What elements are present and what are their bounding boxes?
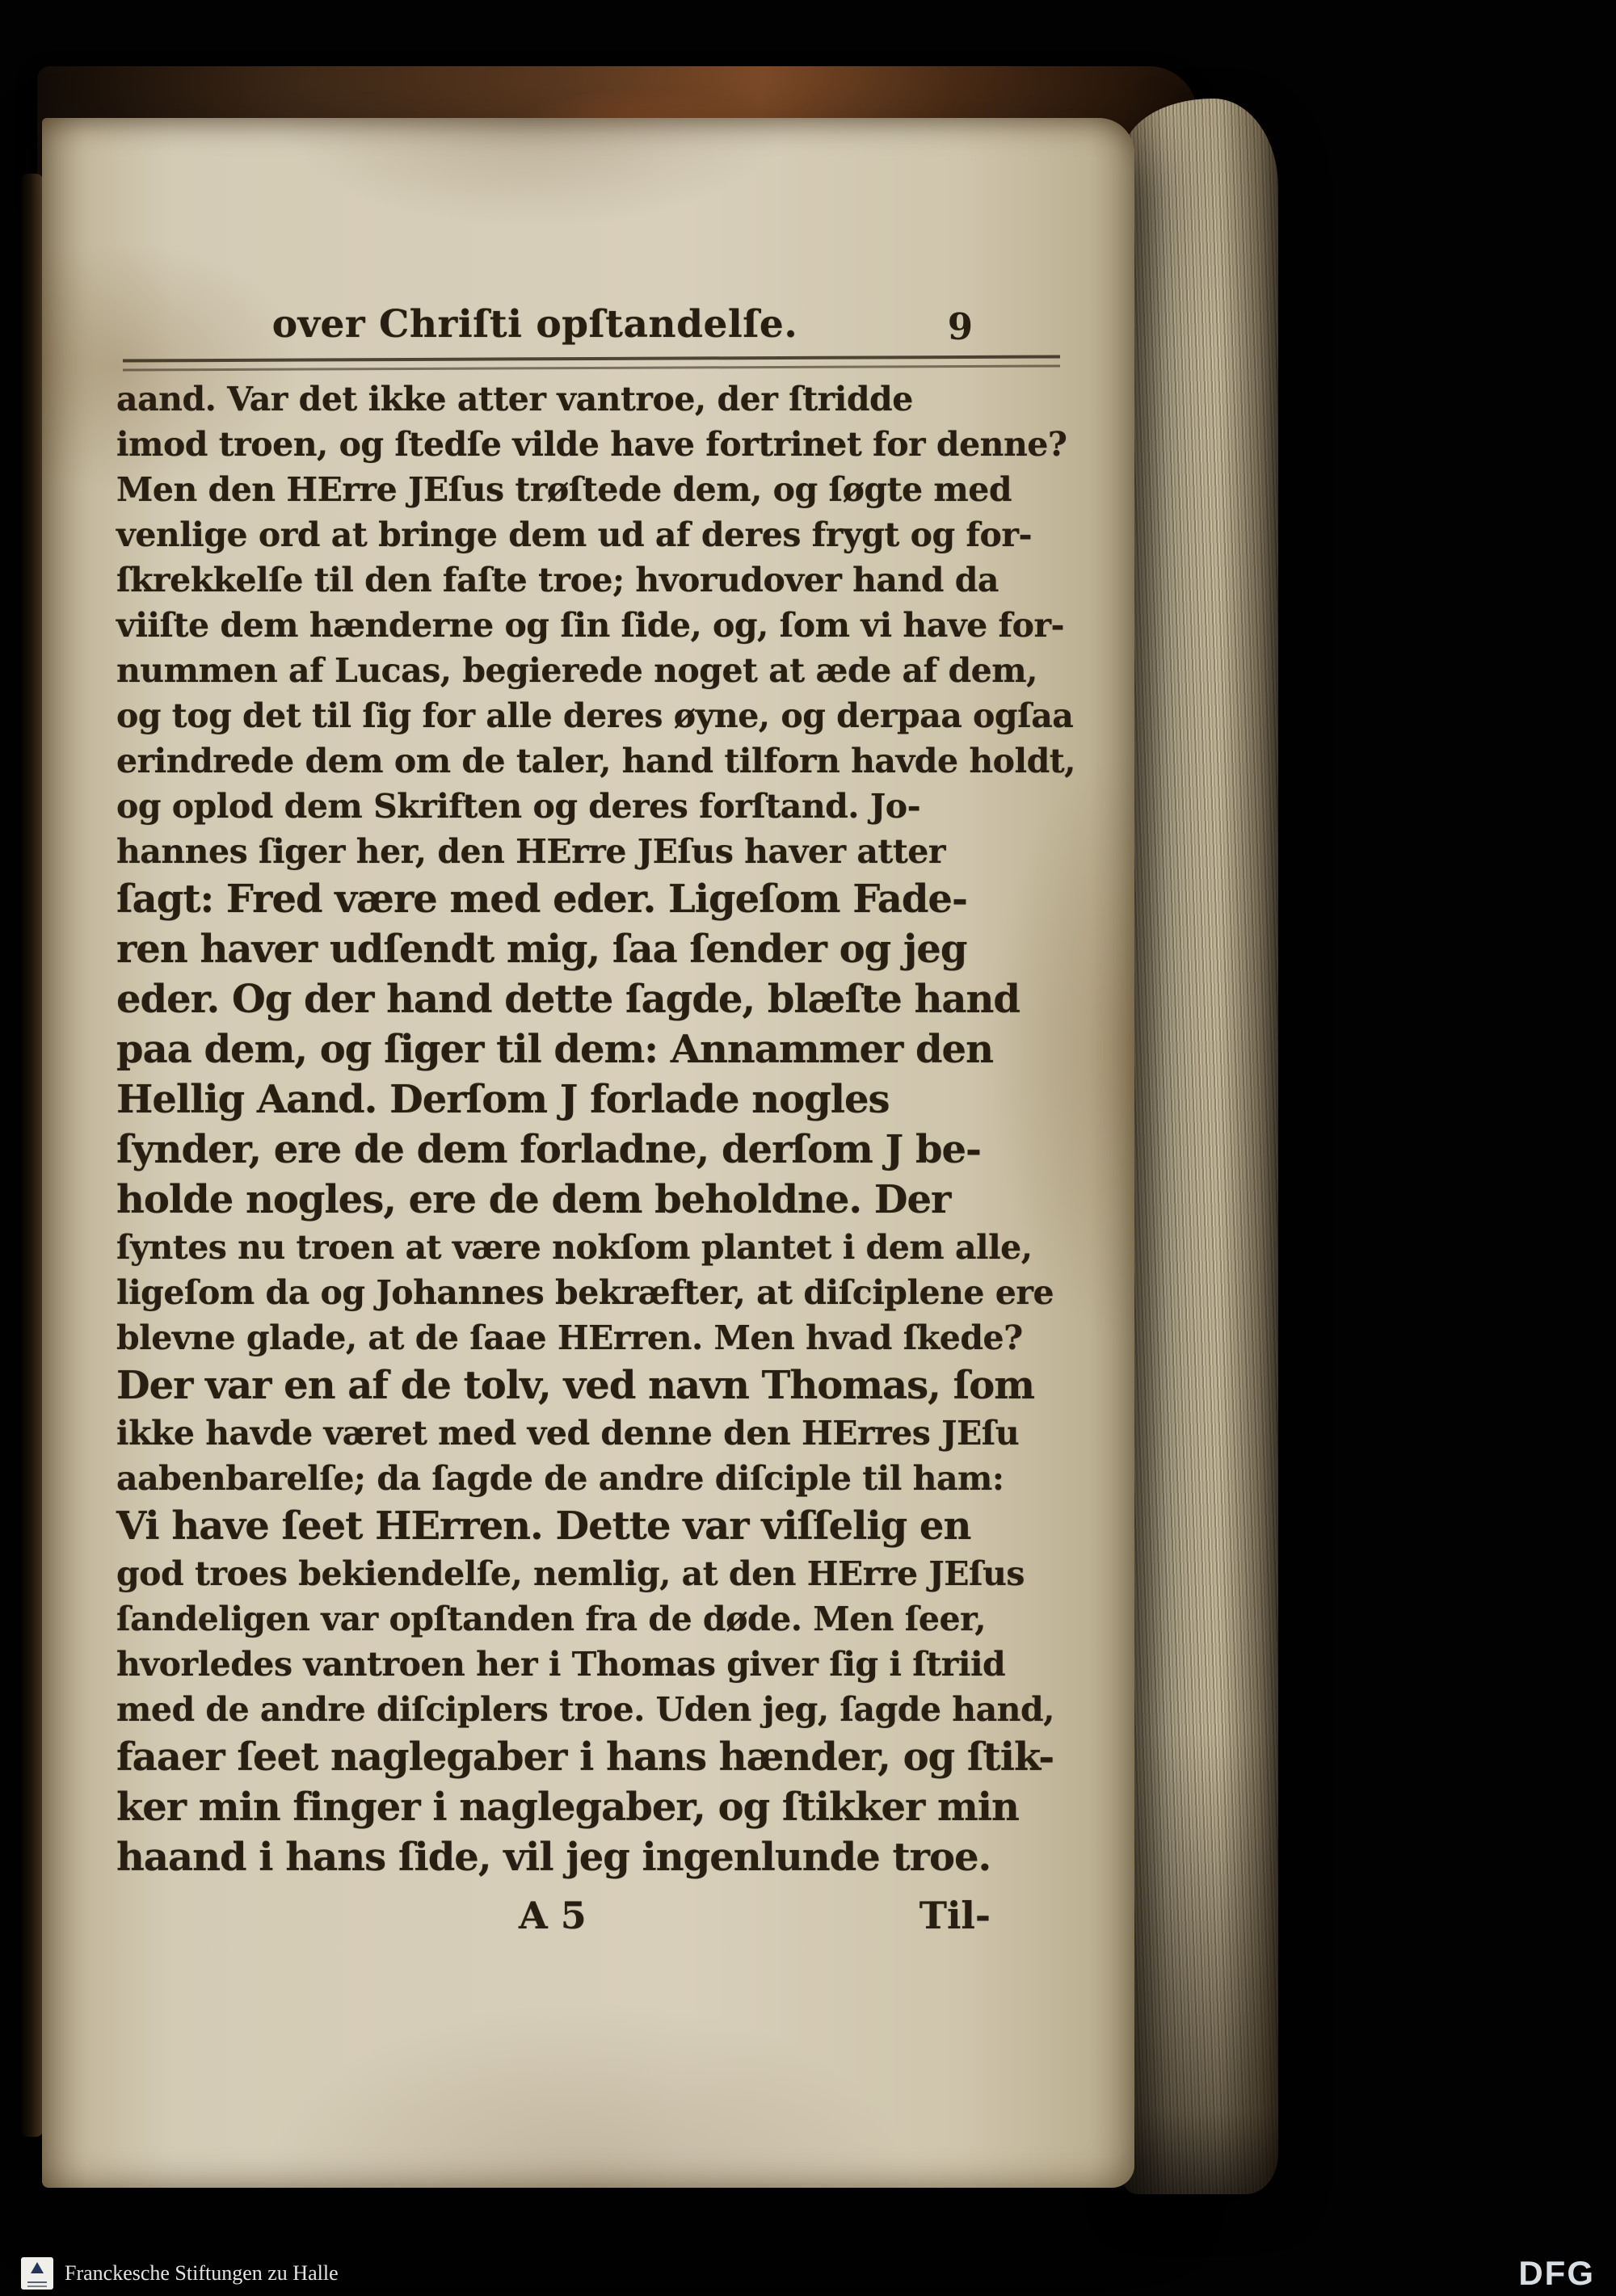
book-spine-edge [19, 174, 44, 2137]
text-line: ſyntes nu troen at være nokſom plantet i dem alle, [116, 1228, 1033, 1267]
text-line: aand. Var det ikke atter vantroe, der ſtridde [116, 380, 913, 418]
attribution [21, 2257, 339, 2290]
signature-row [116, 1894, 1078, 1950]
text-line: haand i hans ſide, vil jeg ingenlunde troe. [116, 1835, 991, 1880]
text-line: Men den HErre JEſus trøſtede dem, og ſøgte med [116, 470, 1012, 509]
text-line: ker min finger i naglegaber, og ſtikker min [116, 1785, 1019, 1830]
text-line: Der var en af de tolv, ved navn Thomas, ſom [116, 1363, 1035, 1408]
text-line: venlige ord at bringe dem ud af deres frygt og for- [116, 515, 1033, 554]
book-page [42, 118, 1134, 2188]
text-line: holde nogles, ere de dem beholdne. Der [116, 1177, 951, 1222]
text-line: god troes bekiendelſe, nemlig, at den HErre JEſus [116, 1554, 1025, 1593]
signature-mark: A 5 [519, 1894, 587, 1937]
franckesche-stiftungen-logo [21, 2257, 53, 2290]
page-stack-fore-edge [1123, 99, 1278, 2194]
text-line: viiſte dem hænderne og ſin ſide, og, ſom vi have for- [116, 606, 1065, 645]
page-number: 9 [947, 305, 973, 348]
text-line: ſagt: Fred være med eder. Ligeſom Fade- [116, 877, 967, 922]
header-rule [123, 355, 1060, 371]
text-line: ren haver udſendt mig, ſaa ſender og jeg [116, 927, 967, 972]
catchword: Til- [919, 1894, 991, 1937]
text-line: eder. Og der hand dette ſagde, blæſte hand [116, 977, 1020, 1022]
text-line: imod troen, og ſtedſe vilde have fortrinet for denne? [116, 425, 1067, 464]
text-line: faaer ſeet naglegaber i hans hænder, og ſtik- [116, 1735, 1054, 1780]
scan-footer [0, 2251, 1616, 2296]
text-line: og tog det til ſig for alle deres øyne, og derpaa ogſaa [116, 696, 1074, 735]
text-line: aabenbarelſe; da ſagde de andre diſciple til ham: [116, 1459, 1004, 1498]
body-text [116, 376, 1078, 1882]
text-line: ſandeligen var opſtanden fra de døde. Men ſeer, [116, 1600, 986, 1638]
text-line: paa dem, og ſiger til dem: Annammer den [116, 1027, 993, 1072]
dfg-logo: DFG [1518, 2254, 1595, 2292]
text-line: med de andre diſciplers troe. Uden jeg, ſagde hand, [116, 1690, 1054, 1729]
text-line: ikke havde været med ved denne den HErres JEſu [116, 1414, 1020, 1453]
text-line: Hellig Aand. Derſom J forlade nogles [116, 1077, 890, 1122]
text-line: Vi have ſeet HErren. Dette var viſſelig en [116, 1503, 971, 1549]
text-line: og oplod dem Skriften og deres forſtand. Jo- [116, 787, 921, 826]
text-line: erindrede dem om de taler, hand tilforn havde holdt, [116, 742, 1075, 780]
text-line: ſynder, ere de dem forladne, derſom J be- [116, 1127, 981, 1172]
text-line: ſkrekkelſe til den faſte troe; hvorudover hand da [116, 561, 999, 599]
attribution-text: Franckesche Stiftungen zu Halle [65, 2261, 339, 2285]
text-line: nummen af Lucas, begierede noget at æde af dem, [116, 651, 1037, 690]
text-line: hannes ſiger her, den HErre JEſus haver atter [116, 832, 945, 871]
text-line: hvorledes vantroen her i Thomas giver ſig i ſtriid [116, 1645, 1006, 1684]
running-title: over Chriſti opſtandelſe. [271, 302, 798, 347]
text-line: blevne glade, at de ſaae HErren. Men hvad ſkede? [116, 1318, 1023, 1357]
text-line: ligeſom da og Johannes bekræfter, at diſciplene ere [116, 1273, 1054, 1312]
